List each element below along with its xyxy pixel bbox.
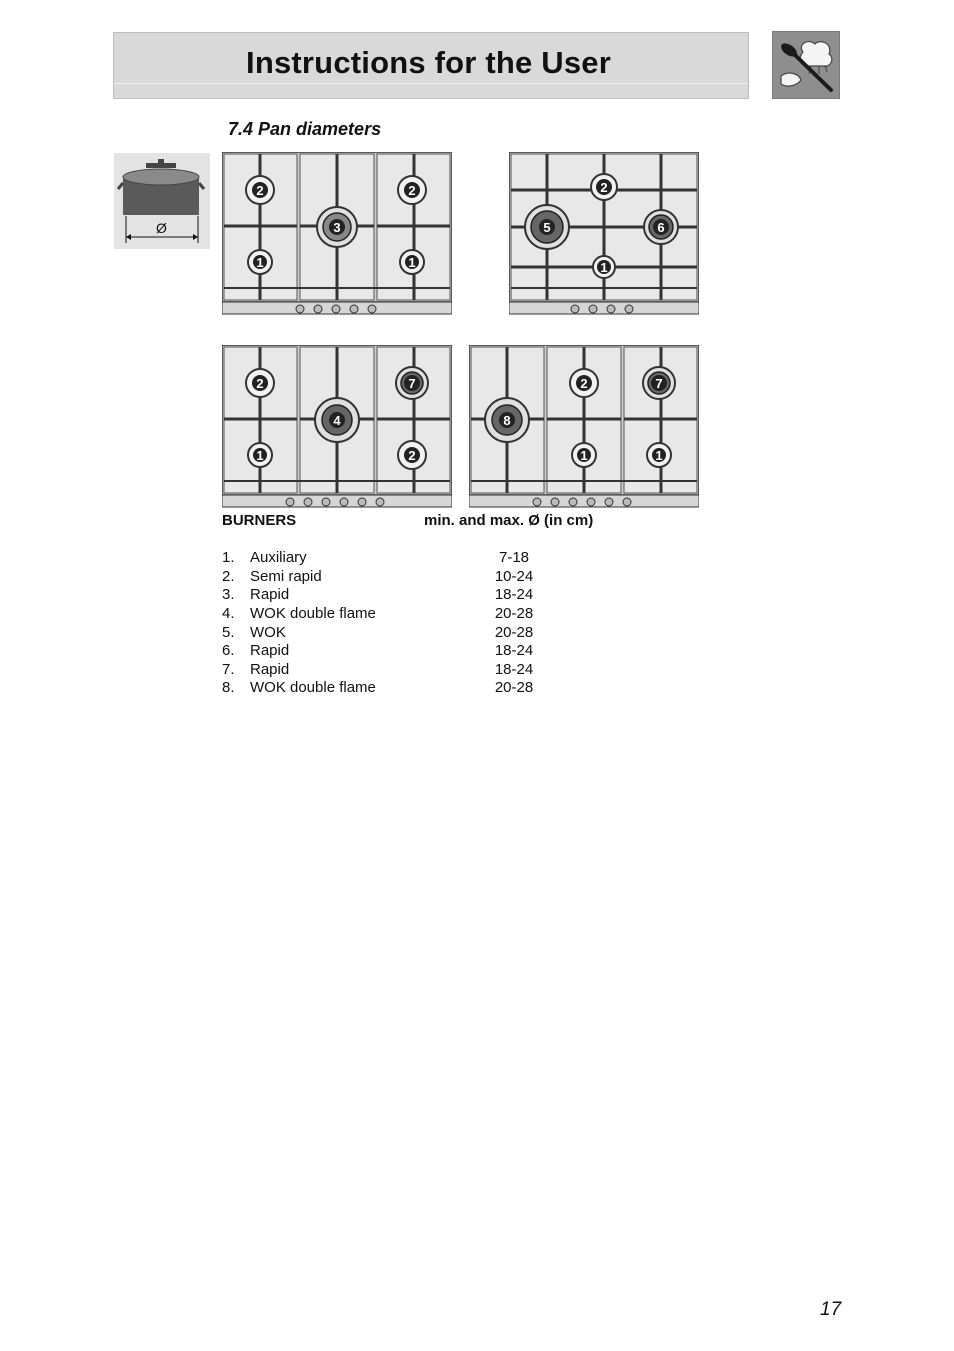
table-header-burners: BURNERS: [222, 512, 297, 529]
row-burner-name: Rapid: [250, 586, 290, 603]
row-number: 6.: [222, 642, 235, 659]
burner-label: 2: [408, 183, 416, 198]
row-burner-name: WOK: [250, 624, 286, 641]
row-burner-name: Rapid: [250, 661, 290, 678]
row-number: 2.: [222, 568, 235, 585]
row-burner-name: Semi rapid: [250, 568, 322, 585]
row-diameter-range: 20-28: [494, 679, 534, 696]
chef-spoon-logo: [772, 31, 840, 99]
header-divider: [114, 83, 748, 84]
hob-3-svg: [222, 345, 452, 509]
table-row: [222, 549, 642, 567]
burner-label: 8: [503, 413, 511, 428]
table-row: [222, 661, 642, 679]
row-diameter-range: 10-24: [494, 568, 534, 585]
burner-label: 7: [655, 376, 663, 391]
page-title: Instructions for the User: [246, 45, 611, 80]
header-bar: [113, 32, 749, 99]
table-row: [222, 568, 642, 586]
hob-diagram-3: [222, 345, 452, 514]
burner-label: 1: [655, 448, 663, 463]
burner-label: 1: [600, 260, 608, 275]
burner-label: 2: [256, 376, 264, 391]
row-diameter-range: 20-28: [494, 605, 534, 622]
row-diameter-range: 18-24: [494, 586, 534, 603]
row-burner-name: Auxiliary: [250, 549, 307, 566]
table-row: [222, 586, 642, 604]
hob-4-svg: [469, 345, 699, 509]
burner-label: 2: [256, 183, 264, 198]
row-diameter-range: 18-24: [494, 642, 534, 659]
row-diameter-range: 18-24: [494, 661, 534, 678]
row-diameter-range: 20-28: [494, 624, 534, 641]
table-row: [222, 605, 642, 623]
table-header-diameter: min. and max. Ø (in cm): [424, 512, 594, 529]
table-row: [222, 624, 642, 642]
row-burner-name: Rapid: [250, 642, 290, 659]
row-number: 3.: [222, 586, 235, 603]
hob-1-svg: [222, 152, 452, 316]
diameter-symbol: Ø: [156, 220, 167, 236]
hob-diagram-4: [469, 345, 699, 514]
burner-label: 1: [580, 448, 588, 463]
table-row: [222, 679, 642, 697]
burner-label: 2: [580, 376, 588, 391]
burner-label: 1: [408, 255, 416, 270]
page-number: 17: [820, 1299, 842, 1320]
row-number: 8.: [222, 679, 235, 696]
row-number: 1.: [222, 549, 235, 566]
burner-label: 5: [543, 220, 551, 235]
row-number: 4.: [222, 605, 235, 622]
burner-label: 3: [333, 220, 341, 235]
chef-spoon-icon: [773, 32, 839, 98]
burner-label: 6: [657, 220, 665, 235]
row-diameter-range: 7-18: [498, 549, 530, 566]
row-number: 7.: [222, 661, 235, 678]
row-burner-name: WOK double flame: [250, 605, 376, 622]
burner-label: 4: [333, 413, 341, 428]
hob-diagram-2: [509, 152, 699, 321]
burner-label: 2: [600, 180, 608, 195]
burner-label: 1: [256, 448, 264, 463]
row-number: 5.: [222, 624, 235, 641]
row-burner-name: WOK double flame: [250, 679, 376, 696]
burner-label: 2: [408, 448, 416, 463]
burner-label: 1: [256, 255, 264, 270]
hob-2-svg: [509, 152, 699, 316]
section-title: 7.4 Pan diameters: [228, 119, 382, 139]
hob-diagram-1: [222, 152, 452, 321]
table-row: [222, 642, 642, 660]
burner-label: 7: [408, 376, 416, 391]
pot-diameter-box: [114, 153, 210, 249]
